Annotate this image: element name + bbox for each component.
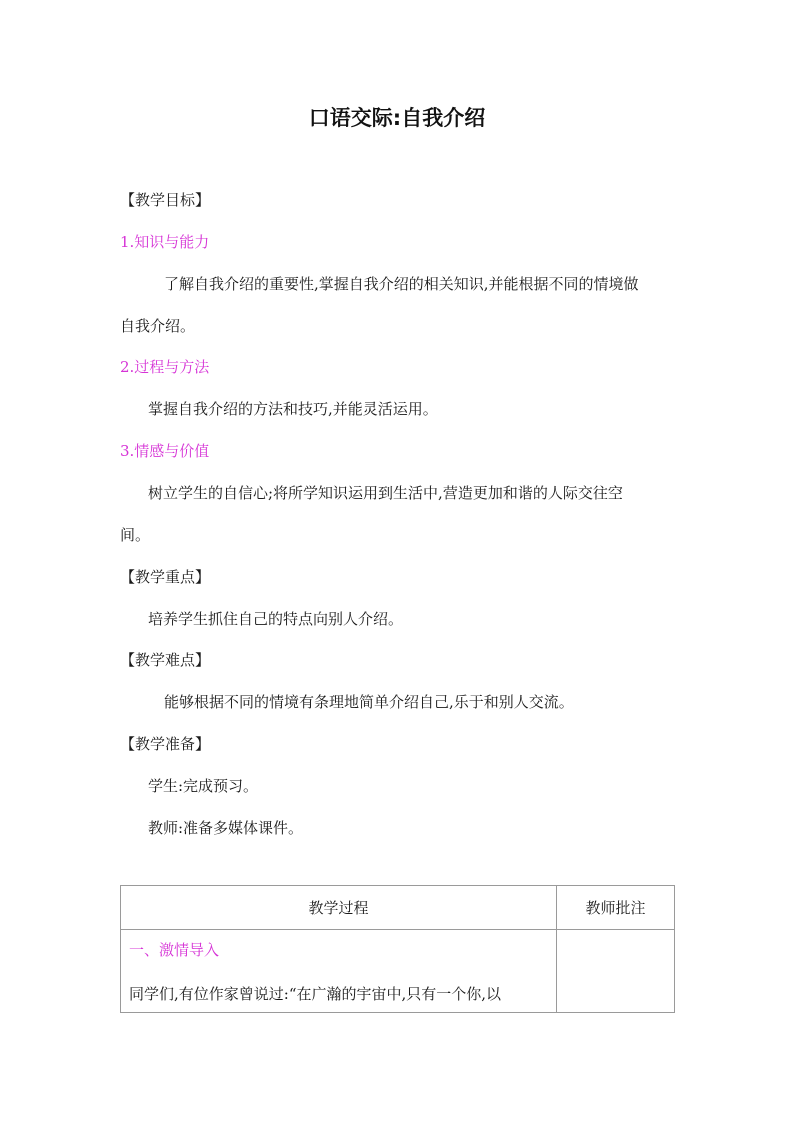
key-points-heading: 【教学重点】 — [120, 568, 211, 586]
objective-label-knowledge: 1.知识与能力 — [120, 233, 210, 251]
section-text: 同学们,有位作家曾说过:“在广瀚的宇宙中,只有一个你,以 — [129, 985, 502, 1003]
preparation-teacher: 教师:准备多媒体课件。 — [148, 819, 304, 837]
teaching-process-table — [120, 885, 675, 1013]
table-header-row — [121, 886, 675, 930]
difficulties-heading: 【教学难点】 — [120, 651, 211, 669]
objective-text-line: 掌握自我介绍的方法和技巧,并能灵活运用。 — [148, 400, 438, 418]
process-cell — [121, 930, 557, 1013]
preparation-heading: 【教学准备】 — [120, 735, 211, 753]
objective-text-line: 树立学生的自信心;将所学知识运用到生活中,营造更加和谐的人际交往空 — [148, 484, 623, 502]
key-points-text: 培养学生抓住自己的特点向别人介绍。 — [148, 610, 404, 628]
objective-text-line: 间。 — [120, 526, 151, 544]
objective-label-emotion: 3.情感与价值 — [120, 442, 210, 460]
page-title: 口语交际:自我介绍 — [308, 106, 486, 130]
objective-label-process: 2.过程与方法 — [120, 358, 210, 376]
table-header-process: 教学过程 — [121, 886, 557, 930]
table-header-notes: 教师批注 — [557, 886, 675, 930]
objective-text-line: 了解自我介绍的重要性,掌握自我介绍的相关知识,并能根据不同的情境做 — [164, 275, 639, 293]
preparation-student: 学生:完成预习。 — [148, 777, 259, 795]
section-title: 一、激情导入 — [129, 941, 220, 959]
objectives-heading: 【教学目标】 — [120, 191, 211, 209]
objective-text-line: 自我介绍。 — [120, 317, 196, 335]
table-row — [121, 930, 675, 1013]
difficulties-text: 能够根据不同的情境有条理地简单介绍自己,乐于和别人交流。 — [164, 693, 574, 711]
notes-cell — [557, 930, 675, 1013]
